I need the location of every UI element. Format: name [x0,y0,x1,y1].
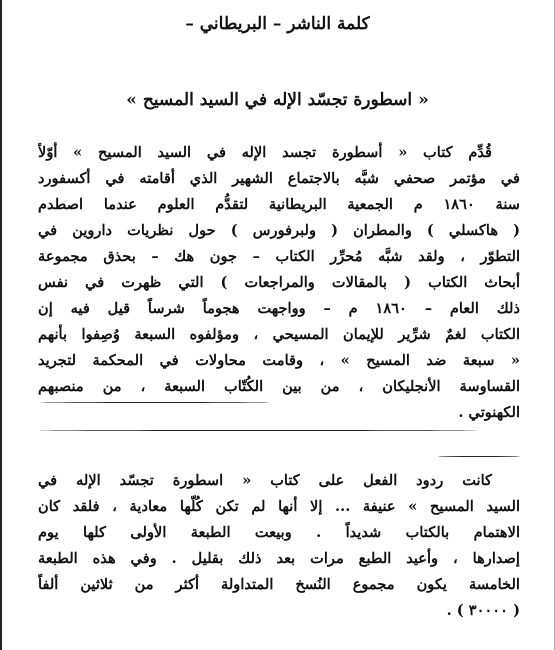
paragraph-line: سنة ١٨٦٠ م الجمعية البريطانية لتقدُّم العلوم عندما اصطدم [38,196,520,213]
paragraph-line: الكتاب لغمٌ شرِّير للإيمان المسيحي ، ومؤلفوه السبعة وُصِفوا بأنهم [38,326,520,343]
paragraph-line: إصدارها ، وأعيد الطبع مرات بعد ذلك بقليل . وفي هذه الطبعة [38,550,520,567]
page-title: كلمة الناشر – البريطاني – [185,14,370,34]
paragraph-line: الكهنوتي . [458,404,520,421]
handwritten-underline [38,430,478,431]
paragraph-line: السيد المسيح » عنيفة ... إلا أنها لم تكن كُلّها معادية ، فلقد كان [38,498,520,515]
paragraph-line: الاهتمام بالكتاب شديداً . وبيعت الطبعة الأولى كلها يوم [38,524,520,541]
handwritten-underline [40,402,270,403]
paragraph-line: أبحاث الكتاب ( بالمقالات والمراجعات ) التي ظهرت في نفس [38,274,520,291]
paragraph-line: في مؤتمر صحفي شبَّه بالاجتماع الشهير الذي أقامته في أكسفورد [38,170,520,187]
handwritten-underline [438,456,520,457]
paragraph-line: ( هاكسلي ) والمطران ( ولبرفورس ) حول نظريات داروين في [38,222,520,239]
paragraph-1 [38,140,520,426]
paragraph-line: كانت ردود الفعل على كتاب « اسطورة تجسّد الإله في [38,472,492,489]
section-heading: « اسطورة تجسّد الإله في السيد المسيح » [126,90,429,110]
paragraph-2 [38,468,520,624]
paragraph-line: القساوسة الأنجليكان ، من بين الكُتّاب السبعة ، من منصبهم [38,378,520,395]
paragraph-line: التطوّر ، ولقد شبَّه مُحرِّر الكتاب – جون هك – بحذق مجموعة [38,248,520,265]
paragraph-line: « سبعة ضد المسيح » ، وقامت محاولات في المحكمة لتجريد [38,352,520,369]
paragraph-line: ذلك العام – ١٨٦٠ م – وواجهت هجوماً شرساً قيل فيه إن [38,300,520,317]
paragraph-line: الخامسة يكون مجموع النُسخ المتداولة أكثر من ثلاثين ألفاً [38,576,520,593]
paragraph-line: قُدِّم كتاب « أسطورة تجسد الإله في السيد المسيح » أوّلاً [38,144,492,161]
paragraph-line: ( ٣٠٠٠٠ ) . [446,602,520,619]
